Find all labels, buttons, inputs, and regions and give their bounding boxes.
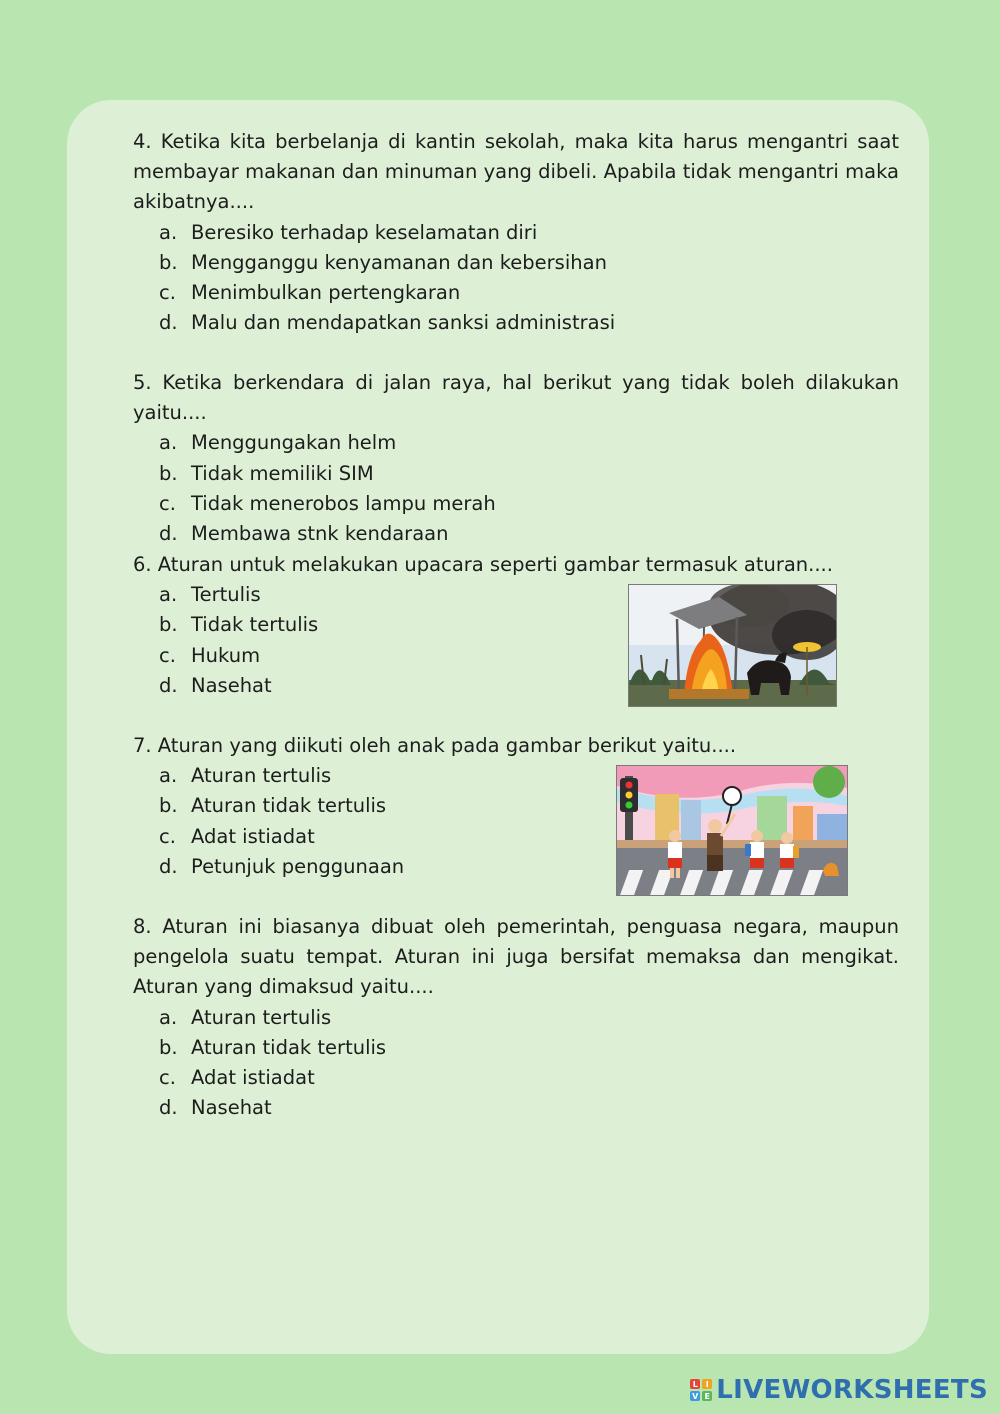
option-b[interactable] xyxy=(133,1033,899,1063)
logo-tile: E xyxy=(702,1391,712,1401)
question-stem: 5. Ketika berkendara di jalan raya, hal berikut yang tidak boleh dilakukan yaitu.... xyxy=(133,371,899,425)
option-text: Menggungakan helm xyxy=(191,431,397,455)
option-letter: b. xyxy=(159,250,178,274)
option-letter: d. xyxy=(159,522,178,546)
option-letter: c. xyxy=(159,491,176,515)
option-b[interactable] xyxy=(133,459,899,489)
option-text: Adat istiadat xyxy=(191,1066,315,1090)
options-list xyxy=(133,428,899,549)
option-letter: c. xyxy=(159,824,176,848)
option-letter: a. xyxy=(159,431,178,455)
logo-text: LIVEWORKSHEETS xyxy=(716,1375,988,1405)
question-5 xyxy=(133,368,899,549)
options-list xyxy=(133,1003,899,1124)
option-text: Petunjuk penggunaan xyxy=(191,854,405,878)
option-c[interactable] xyxy=(133,278,899,308)
option-text: Tertulis xyxy=(191,583,261,607)
option-letter: d. xyxy=(159,1096,178,1120)
option-text: Nasehat xyxy=(191,673,272,697)
option-letter: c. xyxy=(159,1066,176,1090)
crossing-illustration xyxy=(617,766,847,895)
option-text: Aturan tidak tertulis xyxy=(191,1035,387,1059)
option-text: Hukum xyxy=(191,643,261,667)
options-list xyxy=(133,218,899,339)
option-letter: c. xyxy=(159,281,176,305)
question-8 xyxy=(133,912,899,1123)
option-text: Nasehat xyxy=(191,1096,272,1120)
question-stem: 4. Ketika kita berbelanja di kantin sekolah, maka kita harus mengantri saat membayar makanan dan minuman yang dibeli. Apabila tidak mengantri maka akibatnya.... xyxy=(133,130,899,214)
option-d[interactable] xyxy=(133,1093,899,1123)
option-text: Malu dan mendapatkan sanksi administrasi xyxy=(191,311,616,335)
logo-tile: I xyxy=(702,1379,712,1389)
option-letter: b. xyxy=(159,613,178,637)
option-text: Tidak menerobos lampu merah xyxy=(191,491,496,515)
crossing-image xyxy=(616,765,848,896)
option-text: Mengganggu kenyamanan dan kebersihan xyxy=(191,250,607,274)
logo-tile: L xyxy=(690,1379,700,1389)
option-text: Menimbulkan pertengkaran xyxy=(191,281,461,305)
option-letter: b. xyxy=(159,1035,178,1059)
liveworksheets-logo[interactable] xyxy=(690,1374,988,1406)
question-stem: 6. Aturan untuk melakukan upacara seperti gambar termasuk aturan.... xyxy=(133,553,833,576)
option-letter: d. xyxy=(159,854,178,878)
ceremony-image xyxy=(628,584,837,707)
option-text: Aturan tidak tertulis xyxy=(191,794,387,818)
question-4 xyxy=(133,127,899,338)
option-text: Tidak tertulis xyxy=(191,613,319,637)
option-text: Aturan tertulis xyxy=(191,764,332,788)
option-a[interactable] xyxy=(133,218,899,248)
option-text: Membawa stnk kendaraan xyxy=(191,522,449,546)
option-b[interactable] xyxy=(133,248,899,278)
option-text: Adat istiadat xyxy=(191,824,315,848)
option-letter: b. xyxy=(159,794,178,818)
question-stem: 8. Aturan ini biasanya dibuat oleh pemerintah, penguasa negara, maupun pengelola suatu tempat. Aturan ini juga bersifat memaksa dan mengikat. Aturan yang dimaksud yaitu.... xyxy=(133,915,899,999)
option-letter: a. xyxy=(159,583,178,607)
option-text: Beresiko terhadap keselamatan diri xyxy=(191,220,538,244)
logo-tile: V xyxy=(692,1391,699,1401)
question-stem: 7. Aturan yang diikuti oleh anak pada gambar berikut yaitu.... xyxy=(133,734,737,757)
option-c[interactable] xyxy=(133,1063,899,1093)
option-c[interactable] xyxy=(133,489,899,519)
ceremony-illustration xyxy=(629,585,836,706)
option-letter: b. xyxy=(159,461,178,485)
option-d[interactable] xyxy=(133,308,899,338)
option-letter: a. xyxy=(159,764,178,788)
option-letter: d. xyxy=(159,311,178,335)
option-a[interactable] xyxy=(133,1003,899,1033)
option-letter: c. xyxy=(159,643,176,667)
option-d[interactable] xyxy=(133,519,899,549)
option-text: Tidak memiliki SIM xyxy=(191,461,374,485)
option-letter: d. xyxy=(159,673,178,697)
option-letter: a. xyxy=(159,220,178,244)
logo-grid-icon xyxy=(690,1379,712,1401)
option-a[interactable] xyxy=(133,428,899,458)
option-text: Aturan tertulis xyxy=(191,1005,332,1029)
option-letter: a. xyxy=(159,1005,178,1029)
